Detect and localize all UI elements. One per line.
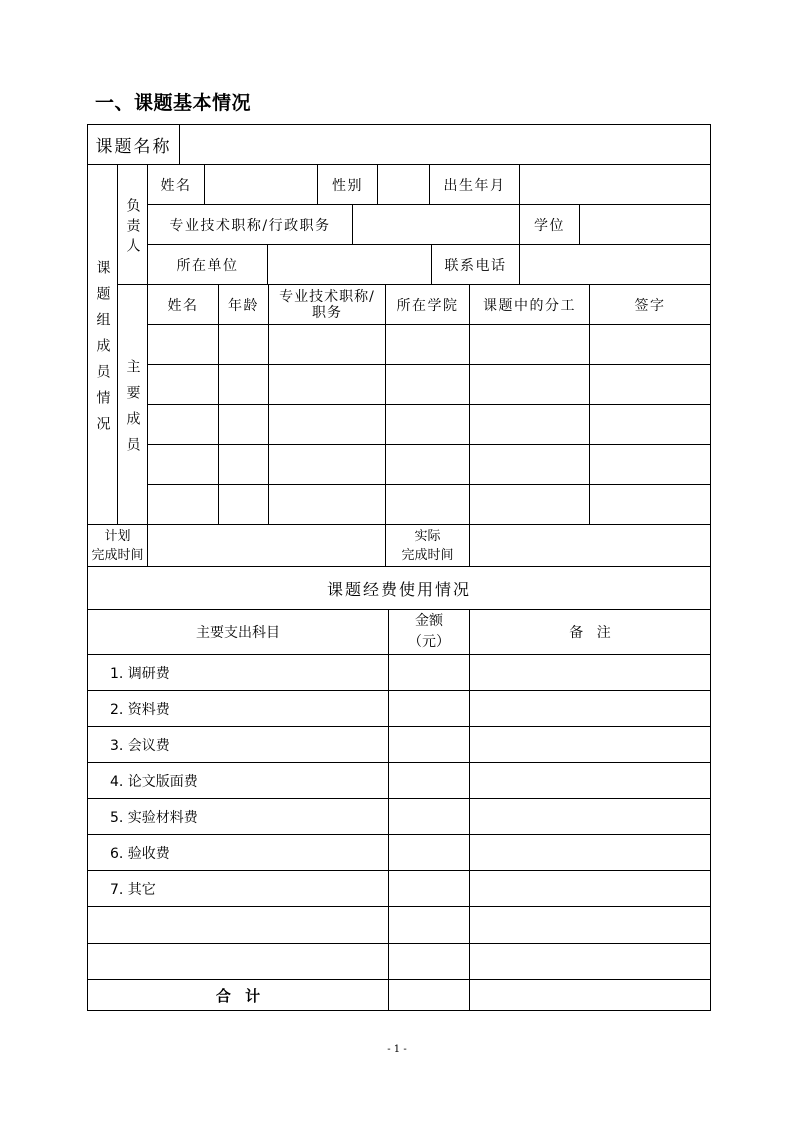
total-amount-cell <box>389 980 470 1011</box>
member-age-cell <box>219 485 269 525</box>
member-title-cell <box>269 485 386 525</box>
leader-gender-value <box>378 165 430 205</box>
leader-birth-value <box>520 165 711 205</box>
member-college-cell <box>386 325 470 365</box>
member-col-name: 姓名 <box>148 285 219 325</box>
expense-note-cell <box>470 763 711 799</box>
page-number: - 1 - <box>387 1044 407 1055</box>
expense-amount-cell <box>389 907 470 944</box>
funding-title: 课题经费使用情况 <box>88 567 711 610</box>
leader-title-label: 专业技术职称/行政职务 <box>148 205 353 245</box>
expense-amount-cell <box>389 691 470 727</box>
member-college-cell <box>386 365 470 405</box>
expense-item-label: 7. 其它 <box>88 871 389 907</box>
member-college-cell <box>386 485 470 525</box>
total-label: 合 计 <box>88 980 389 1011</box>
leader-unit-label: 所在单位 <box>148 245 268 285</box>
expense-note-cell <box>470 799 711 835</box>
members-label-cell <box>118 285 148 525</box>
expense-item-label: 4. 论文版面费 <box>88 763 389 799</box>
expense-item-label: 2. 资料费 <box>88 691 389 727</box>
leader-gender-label: 性别 <box>318 165 378 205</box>
expense-note-cell <box>470 655 711 691</box>
expense-amount-cell <box>389 944 470 980</box>
member-role-cell <box>470 325 590 365</box>
total-note-cell <box>470 980 711 1011</box>
leader-name-value <box>205 165 318 205</box>
member-role-cell <box>470 485 590 525</box>
planned-completion-label: 计划 完成时间 <box>88 525 148 567</box>
planned-completion-value <box>148 525 386 567</box>
member-name-cell <box>148 485 219 525</box>
expense-note-cell <box>470 727 711 763</box>
expense-amount-cell <box>389 799 470 835</box>
expense-item-label: 1. 调研费 <box>88 655 389 691</box>
member-name-cell <box>148 445 219 485</box>
expense-item-blank <box>88 944 389 980</box>
leader-title-value <box>353 205 520 245</box>
leader-name-label: 姓名 <box>148 165 205 205</box>
leader-label-cell <box>118 165 148 285</box>
expense-item-label: 6. 验收费 <box>88 835 389 871</box>
expense-note-cell <box>470 944 711 980</box>
member-signature-cell <box>590 405 711 445</box>
member-role-cell <box>470 405 590 445</box>
leader-degree-value <box>580 205 711 245</box>
member-signature-cell <box>590 445 711 485</box>
funding-col-amount: 金额 （元） <box>389 610 470 655</box>
member-college-cell <box>386 445 470 485</box>
member-name-cell <box>148 365 219 405</box>
expense-amount-cell <box>389 727 470 763</box>
funding-table <box>87 566 711 1011</box>
basic-info-table <box>87 124 711 567</box>
expense-item-label: 5. 实验材料费 <box>88 799 389 835</box>
funding-col-item: 主要支出科目 <box>88 610 389 655</box>
member-signature-cell <box>590 365 711 405</box>
member-age-cell <box>219 405 269 445</box>
member-col-role: 课题中的分工 <box>470 285 590 325</box>
member-signature-cell <box>590 485 711 525</box>
leader-degree-label: 学位 <box>520 205 580 245</box>
member-title-cell <box>269 365 386 405</box>
section-heading: 一、课题基本情况 <box>95 92 252 114</box>
member-title-cell <box>269 405 386 445</box>
member-col-signature: 签字 <box>590 285 711 325</box>
member-age-cell <box>219 365 269 405</box>
member-age-cell <box>219 445 269 485</box>
members-label: 主要成员 <box>124 358 141 463</box>
expense-note-cell <box>470 907 711 944</box>
leader-phone-label: 联系电话 <box>432 245 520 285</box>
leader-phone-value <box>520 245 711 285</box>
member-col-title: 专业技术职称/ 职务 <box>269 285 386 325</box>
member-title-cell <box>269 325 386 365</box>
project-name-label: 课题名称 <box>88 125 180 165</box>
expense-note-cell <box>470 835 711 871</box>
expense-amount-cell <box>389 835 470 871</box>
expense-item-label: 3. 会议费 <box>88 727 389 763</box>
member-age-cell <box>219 325 269 365</box>
member-signature-cell <box>590 325 711 365</box>
expense-note-cell <box>470 691 711 727</box>
expense-item-blank <box>88 907 389 944</box>
member-col-college: 所在学院 <box>386 285 470 325</box>
actual-completion-value <box>470 525 711 567</box>
expense-amount-cell <box>389 763 470 799</box>
member-title-cell <box>269 445 386 485</box>
expense-amount-cell <box>389 871 470 907</box>
leader-label: 负责人 <box>124 197 141 258</box>
leader-birth-label: 出生年月 <box>430 165 520 205</box>
funding-col-note: 备 注 <box>470 610 711 655</box>
group-label: 课题组成员情况 <box>94 259 111 442</box>
member-col-age: 年龄 <box>219 285 269 325</box>
leader-unit-value <box>268 245 432 285</box>
member-role-cell <box>470 445 590 485</box>
member-name-cell <box>148 325 219 365</box>
actual-completion-label: 实际 完成时间 <box>386 525 470 567</box>
project-name-value <box>180 125 711 165</box>
member-college-cell <box>386 405 470 445</box>
member-name-cell <box>148 405 219 445</box>
member-role-cell <box>470 365 590 405</box>
group-label-cell <box>88 165 118 525</box>
expense-amount-cell <box>389 655 470 691</box>
expense-note-cell <box>470 871 711 907</box>
